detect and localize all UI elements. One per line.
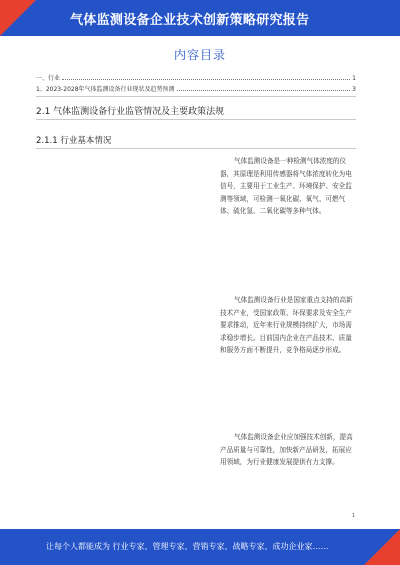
section-heading: 2.1 气体监测设备行业监管情况及主要政策法规 xyxy=(36,107,225,117)
footer-slogan: 让每个人都能成为 行业专家、管理专家、营销专家、战略专家、成功企业家…… xyxy=(46,542,329,551)
page-header xyxy=(0,0,400,36)
toc-entry-page: 1 xyxy=(352,75,356,82)
report-title: 气体监测设备企业技术创新策略研究报告 xyxy=(70,13,310,28)
toc-entry-label: 1、2023-2028年气体监测设备行业现状及趋势预测 xyxy=(36,86,175,93)
toc-leader-dots xyxy=(177,90,351,91)
page-number: 1 xyxy=(352,513,356,519)
toc-entry-page: 3 xyxy=(352,86,356,93)
subsection-divider xyxy=(36,148,356,149)
toc-entry[interactable] xyxy=(36,72,356,82)
subsection-heading: 2.1.1 行业基本情况 xyxy=(36,136,112,146)
footer-accent-triangle xyxy=(364,529,400,565)
body-paragraph: 气体监测设备是一种检测气体浓度的仪器，其原理是利用传感器将气体浓度转化为电信号，主要用于工业生产、环境保护、安全监测等领域，可检测一氧化碳、氧气、可燃气体、硫化氢、二氧化碳等多种气体。 xyxy=(220,157,352,215)
body-paragraph: 气体监测设备行业是国家重点支持的高新技术产业，受国家政策、环保要求及安全生产要求推动，近年来行业规模持续扩大，市场需求稳步增长。目前国内企业在产品技术、质量和服务方面不断提升，竞争格局逐步形成。 xyxy=(220,296,353,354)
toc-entry-label: 一、行业 xyxy=(36,75,61,82)
toc-leader-dots xyxy=(62,79,350,80)
toc-entry[interactable] xyxy=(36,83,356,93)
section-divider xyxy=(36,119,356,120)
toc-heading: 内容目录 xyxy=(173,48,226,62)
page-footer xyxy=(0,529,400,565)
body-paragraph: 气体监测设备企业应加强技术创新，提高产品质量与可靠性，加快新产品研发，拓展应用领域，为行业健康发展提供有力支撑。 xyxy=(220,433,353,466)
header-accent-triangle xyxy=(0,0,36,36)
toc-divider xyxy=(36,96,356,97)
